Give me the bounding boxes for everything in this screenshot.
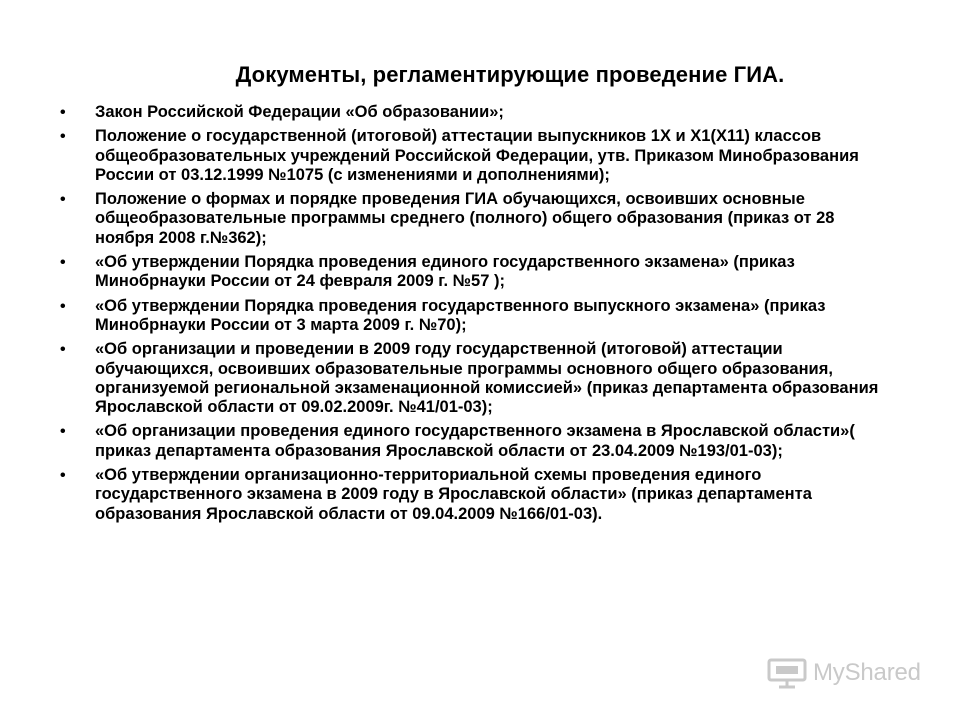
list-item	[60, 103, 880, 122]
list-item-text: «Об организации и проведении в 2009 году государственной (итоговой) аттестации обучающихся, освоивших образовательные программы основного общего образования, организуемой региональной экзаменационной комиссией» (приказ департамента образования Ярославской области от 09.02.2009г. №41/01-03);	[95, 340, 879, 417]
bullet-icon: •	[60, 467, 66, 485]
list-item-text: «Об организации проведения единого государственного экзамена в Ярославской области»( приказ департамента образования Ярославской области от 23.04.2009 №193/01-03);	[95, 422, 855, 460]
list-item-text: Положение о формах и порядке проведения ГИА обучающихся, освоивших основные общеобразовательные программы среднего (полного) общего образования (приказ от 28 ноября 2008 г.№362);	[95, 190, 835, 247]
bullet-icon: •	[60, 254, 66, 272]
list-item-text: «Об утверждении Порядка проведения государственного выпускного экзамена» (приказ Минобрнауки России от 3 марта 2009 г. №70);	[95, 296, 826, 334]
slide-title: Документы, регламентирующие проведение ГИА.	[235, 62, 785, 87]
document-list	[60, 103, 880, 529]
bullet-icon: •	[60, 128, 66, 146]
bullet-icon: •	[60, 104, 66, 121]
list-item	[60, 190, 880, 248]
list-item-text: Положение о государственной (итоговой) аттестации выпускников 1X и X1(X11) классов общеобразовательных учреждений Российской Федерации, утв. Приказом Минобразования России от 03.12.1999 №1075 (с изменениями и дополнениями);	[95, 127, 859, 184]
list-item	[60, 297, 880, 336]
list-item-text: Закон Российской Федерации «Об образовании»;	[95, 103, 504, 121]
list-item	[60, 253, 880, 292]
list-item	[60, 340, 880, 417]
list-item	[60, 466, 880, 524]
bullet-icon: •	[60, 191, 66, 209]
presentation-board-icon	[767, 657, 807, 689]
list-item	[60, 422, 880, 461]
watermark	[767, 655, 921, 691]
list-item-text: «Об утверждении организационно-территориальной схемы проведения единого государственного экзамена в 2009 году в Ярославской области» (приказ департамента образования Ярославской области от 09.04.2009 №166/01-03).	[95, 466, 812, 523]
bullet-icon: •	[60, 297, 66, 315]
list-item-text: «Об утверждении Порядка проведения единого государственного экзамена» (приказ Минобрнауки России от 24 февраля 2009 г. №57 );	[95, 253, 795, 291]
list-item	[60, 127, 880, 185]
watermark-text: MyShared	[813, 659, 921, 686]
bullet-icon: •	[60, 423, 66, 441]
bullet-icon: •	[60, 341, 66, 359]
